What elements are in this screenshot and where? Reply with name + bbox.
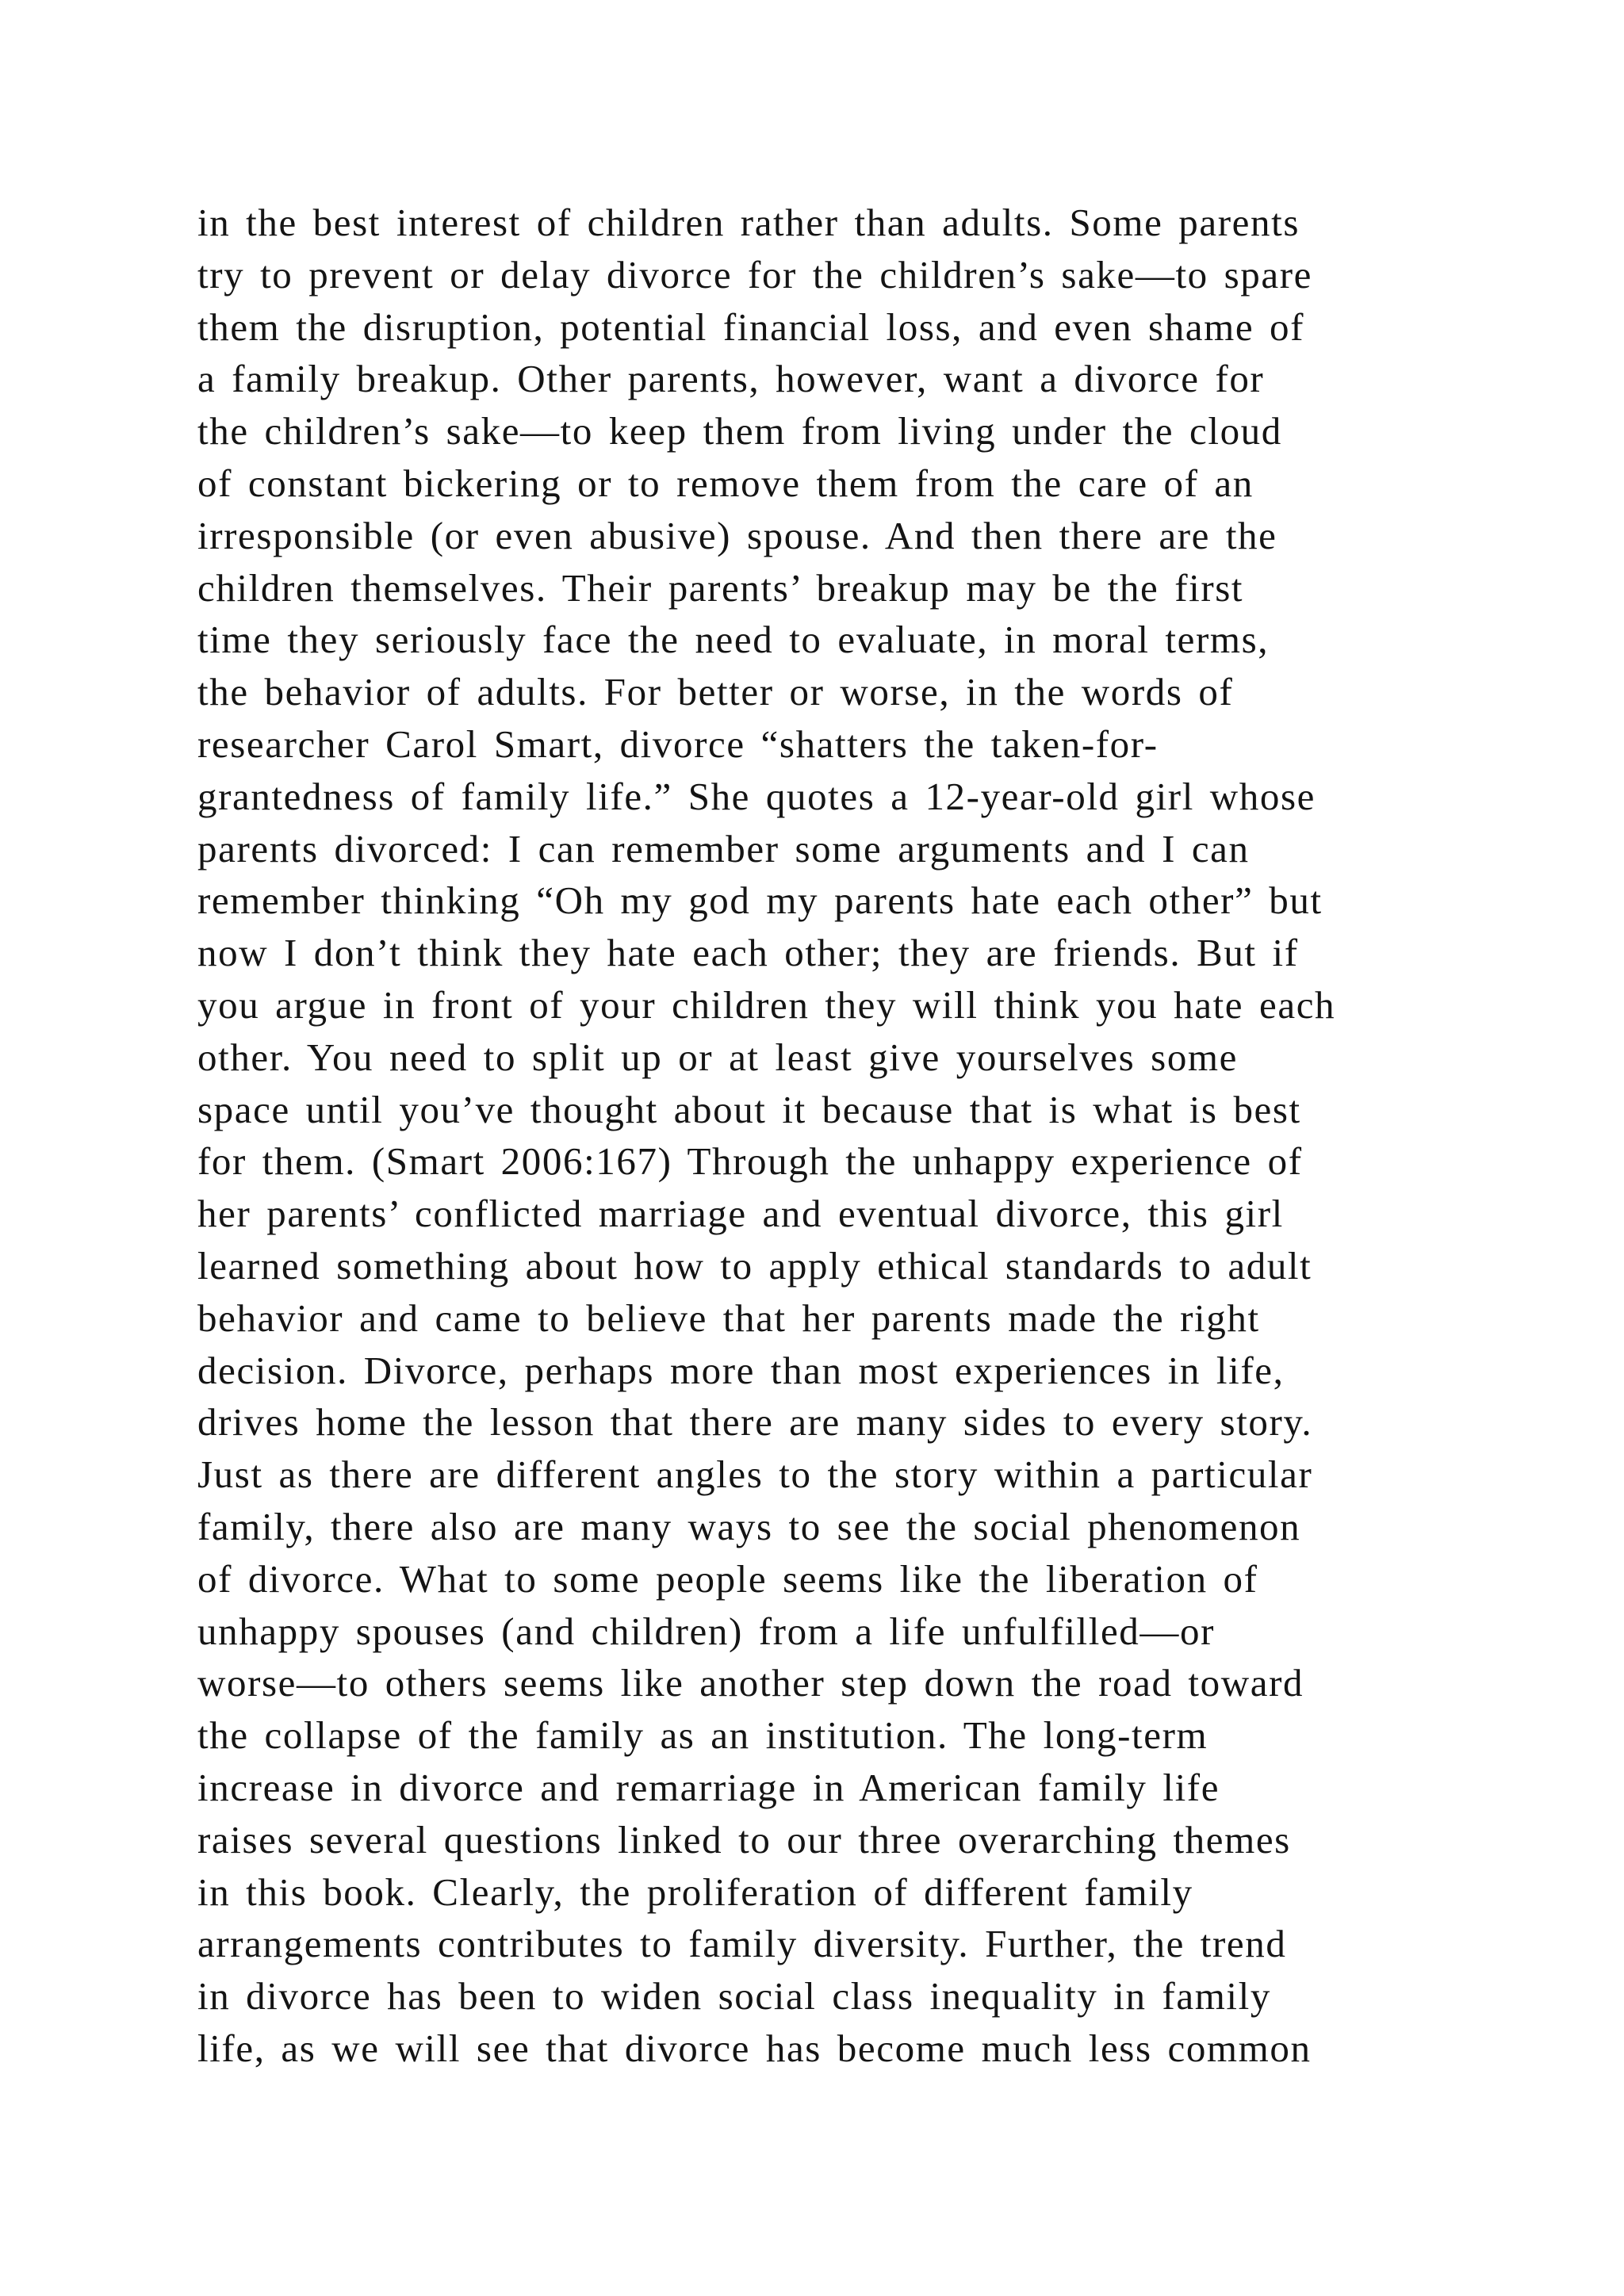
text-line: learned something about how to apply ethical standards to adult <box>197 1243 1312 1288</box>
text-line: parents divorced: I can remember some arguments and I can <box>197 826 1250 871</box>
text-line: of divorce. What to some people seems like the liberation of <box>197 1556 1258 1601</box>
text-line: the children’s sake—to keep them from living under the cloud <box>197 409 1282 453</box>
text-line: other. You need to split up or at least give yourselves some <box>197 1035 1238 1079</box>
text-line: her parents’ conflicted marriage and eventual divorce, this girl <box>197 1192 1284 1236</box>
text-line: in divorce has been to widen social class inequality in family <box>197 1974 1271 2019</box>
text-line: remember thinking “Oh my god my parents hate each other” but <box>197 878 1323 923</box>
text-line: unhappy spouses (and children) from a life unfulfilled—or <box>197 1609 1216 1653</box>
text-line: for them. (Smart 2006:167) Through the unhappy experience of <box>197 1139 1303 1184</box>
text-line: worse—to others seems like another step down the road toward <box>197 1661 1304 1705</box>
text-line: decision. Divorce, perhaps more than most experiences in life, <box>197 1348 1285 1392</box>
text-line: grantedness of family life.” She quotes a 12-year-old girl whose <box>197 774 1316 818</box>
text-line: of constant bickering or to remove them from the care of an <box>197 461 1254 505</box>
text-line: irresponsible (or even abusive) spouse. And then there are the <box>197 513 1277 557</box>
text-line: life, as we will see that divorce has become much less common <box>197 2026 1312 2070</box>
text-line: you argue in front of your children they will think you hate each <box>197 982 1336 1027</box>
text-line: space until you’ve thought about it because that is what is best <box>197 1087 1301 1131</box>
text-line: behavior and came to believe that her parents made the right <box>197 1295 1260 1340</box>
text-line: Just as there are different angles to the story within a particular <box>197 1452 1313 1497</box>
text-line: now I don’t think they hate each other; they are friends. But if <box>197 931 1299 975</box>
text-line: increase in divorce and remarriage in American family life <box>197 1765 1220 1809</box>
text-line: raises several questions linked to our three overarching themes <box>197 1817 1291 1862</box>
text-line: researcher Carol Smart, divorce “shatters the taken-for- <box>197 721 1159 766</box>
text-line: arrangements contributes to family diversity. Further, the trend <box>197 1922 1287 1966</box>
text-line: a family breakup. Other parents, however, want a divorce for <box>197 357 1265 401</box>
text-line: the behavior of adults. For better or worse, in the words of <box>197 670 1234 714</box>
body-text <box>197 197 1434 2075</box>
text-line: the collapse of the family as an institution. The long-term <box>197 1713 1208 1758</box>
text-line: in this book. Clearly, the proliferation of different family <box>197 1869 1193 1914</box>
text-line: time they seriously face the need to evaluate, in moral terms, <box>197 618 1270 662</box>
text-line: family, there also are many ways to see the social phenomenon <box>197 1504 1301 1548</box>
text-line: children themselves. Their parents’ breakup may be the first <box>197 565 1244 610</box>
text-line: try to prevent or delay divorce for the children’s sake—to spare <box>197 252 1313 297</box>
text-line: drives home the lesson that there are many sides to every story. <box>197 1400 1313 1445</box>
text-line: in the best interest of children rather than adults. Some parents <box>197 201 1300 244</box>
text-line: them the disruption, potential financial loss, and even shame of <box>197 304 1305 349</box>
